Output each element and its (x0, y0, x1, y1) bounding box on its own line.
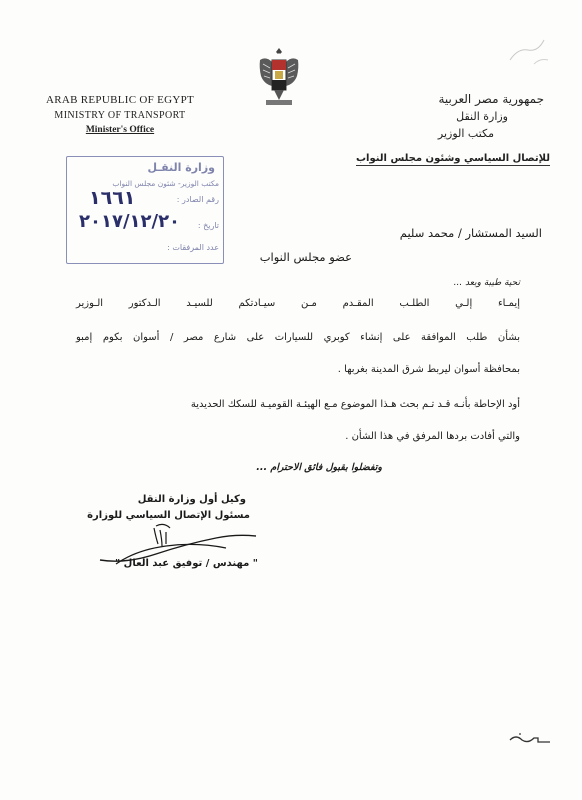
stamp-date-value: ٢٠١٧/١٢/٢٠ (79, 211, 181, 232)
addressee-title: عضو مجلس النواب (259, 250, 352, 264)
stamp-out-number-value: ١٦٦١ (89, 187, 136, 209)
ministry-name-ar: وزارة النقل (456, 110, 508, 123)
ministry-name-en: MINISTRY OF TRANSPORT (54, 110, 186, 121)
closing-line: وتفضلوا بقبول فائق الاحترام ... (256, 462, 382, 473)
eagle-emblem-icon (258, 46, 300, 108)
handwritten-signature-icon (96, 514, 266, 570)
letterhead-arabic (310, 92, 550, 166)
stamp-office: مكتب الوزير- شئون مجلس النواب (112, 179, 219, 188)
paragraph-5: والتي أفادت بردها المرفق في هذا الشأن . (345, 431, 520, 442)
corner-scribble-icon (504, 30, 554, 70)
signatory-title-2: مسئول الإتصال السياسي للوزارة (87, 510, 250, 521)
stamp-date-label: تاريخ : (197, 221, 219, 230)
stamp-out-number-label: رقم الصادر : (176, 195, 219, 204)
paragraph-1: إيمـاء إلـي الطلـب المقـدم مـن سيـادتكم للسيـد الـدكتور الـوزير (76, 298, 520, 309)
office-name-en: Minister's Office (85, 125, 155, 135)
country-name-ar: جمهورية مصر العربية (438, 92, 544, 106)
registry-stamp (66, 156, 224, 264)
footer-initials-icon (508, 730, 552, 746)
addressee: السيد المستشار / محمد سليم (399, 226, 542, 240)
stamp-attachments-label: عدد المرفقات : (167, 243, 219, 252)
letterhead-english (40, 94, 200, 135)
office-name-ar: مكتب الوزير (437, 127, 494, 140)
signatory-name: " مهندس / توفيق عبد العال " (114, 558, 258, 569)
paragraph-4: أود الإحاطة بأنـه قـد تـم بحث هـذا الموضوع مـع الهيئـة القوميـة للسكك الحديدية (190, 399, 520, 410)
paragraph-3: بمحافظة أسوان ليربط شرق المدينة بغربها . (337, 364, 520, 375)
stamp-ministry: وزارة النقـل (147, 161, 215, 174)
department-name-ar: للإتصال السياسي وشئون مجلس النواب (355, 153, 550, 164)
signatory-title-1: وكيل أول وزارة النقل (137, 494, 246, 505)
country-name-en: ARAB REPUBLIC OF EGYPT (45, 94, 195, 106)
greeting: تحية طيبة وبعد ... (453, 278, 520, 288)
paragraph-2: بشأن طلب الموافقة على إنشاء كوبري للسيارات على شارع مصر / أسوان بكوم إمبو (76, 332, 520, 343)
